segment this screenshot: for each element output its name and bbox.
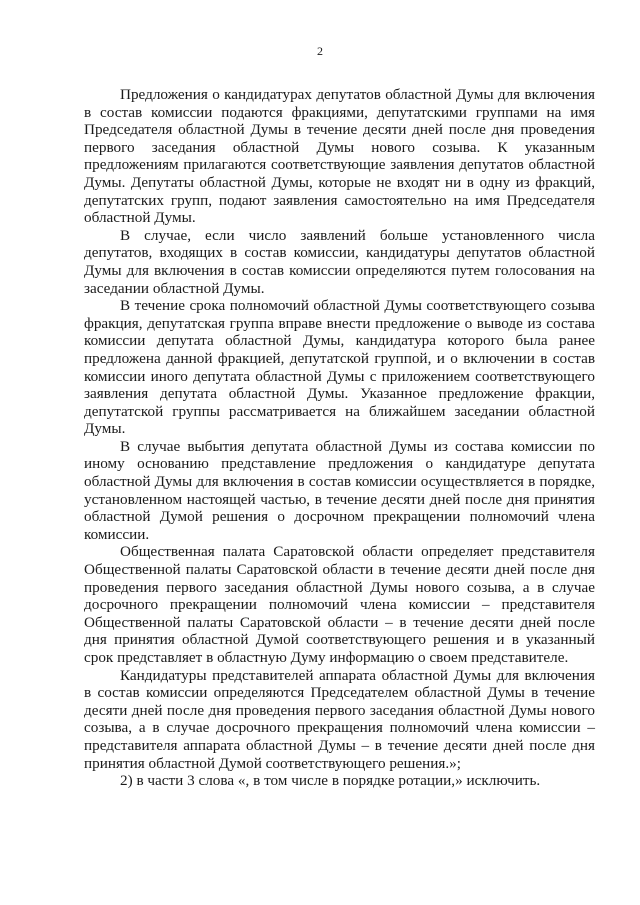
paragraph: Предложения о кандидатурах депутатов областной Думы для включения в состав комиссии подаются фракциями, депутатскими группами на имя Председателя областной Думы в течение десяти дней после дня проведения первого заседания областной Думы нового созыва. К указанным предложениям прилагаются соответствующие заявления депутатов областной Думы. Депутаты областной Думы, которые не входят ни в одну из фракций, депутатских групп, подают заявления самостоятельно на имя Председателя областной Думы.	[84, 86, 595, 227]
paragraph: 2) в части 3 слова «, в том числе в порядке ротации,» исключить.	[120, 772, 541, 790]
page-number: 2	[317, 44, 323, 58]
paragraph: В течение срока полномочий областной Думы соответствующего созыва фракция, депутатская группа вправе внести предложение о выводе из состава комиссии депутата областной Думы, кандидатура которого была ранее предложена данной фракцией, депутатской группой, и о включении в состав комиссии иного депутата областной Думы с приложением соответствующего заявления депутата областной Думы. Указанное предложение фракции, депутатской группы рассматривается на ближайшем заседании областной Думы.	[84, 297, 595, 438]
paragraph: В случае, если число заявлений больше установленного числа депутатов, входящих в состав комиссии, кандидатуры депутатов областной Думы для включения в состав комиссии определяются путем голосования на заседании областной Думы.	[84, 226, 595, 297]
document-body	[84, 86, 595, 790]
paragraph: В случае выбытия депутата областной Думы из состава комиссии по иному основанию представление предложения о кандидатуре депутата областной Думы для включения в состав комиссии осуществляется в порядке, установленном настоящей частью, в течение десяти дней после дня принятия областной Думой решения о досрочном прекращении полномочий члена комиссии.	[84, 437, 595, 543]
paragraph: Кандидатуры представителей аппарата областной Думы для включения в состав комиссии определяются Председателем областной Думы в течение десяти дней после дня проведения первого заседания областной Думы нового созыва, а в случае досрочного прекращения полномочий члена комиссии – представителя аппарата областной Думы – в течение десяти дней после дня принятия областной Думой соответствующего решения.»;	[84, 666, 595, 772]
paragraph: Общественная палата Саратовской области определяет представителя Общественной палаты Саратовской области в течение десяти дней после дня проведения первого заседания областной Думы нового созыва, а в случае досрочного прекращении полномочий члена комиссии – представителя Общественной палаты Саратовской области – в течение десяти дней после дня принятия областной Думой соответствующего решения и в указанный срок представляет в областную Думу информацию о своем представителе.	[84, 543, 595, 666]
